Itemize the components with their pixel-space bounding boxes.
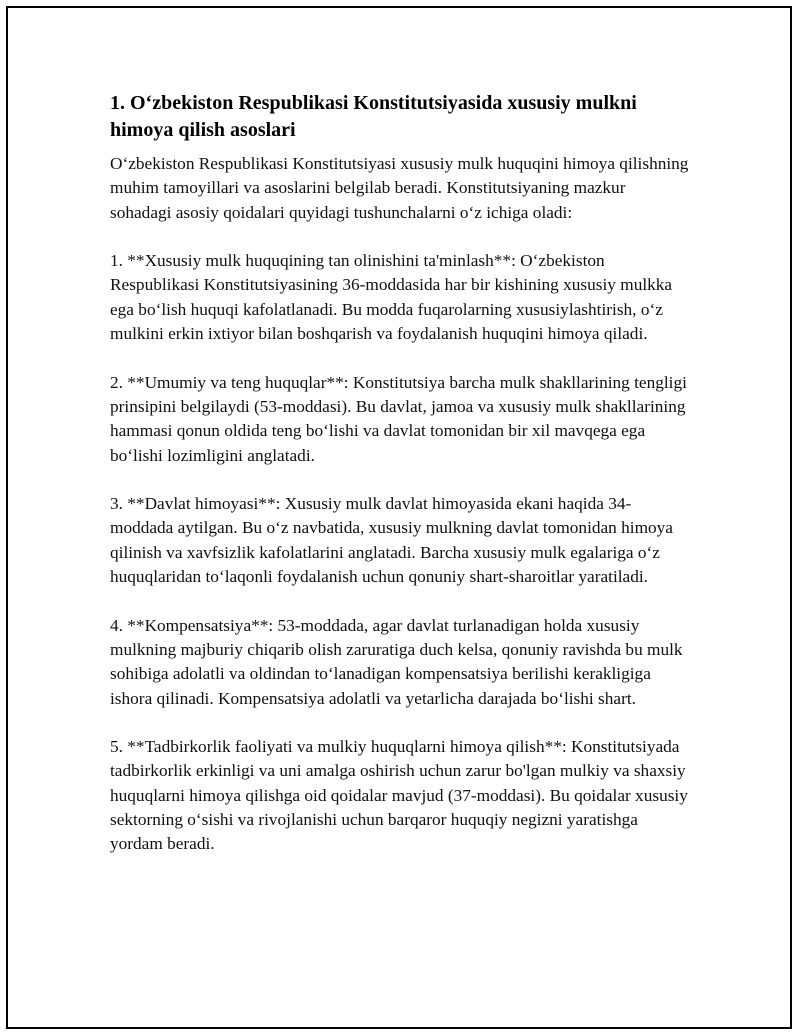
intro-paragraph: O‘zbekiston Respublikasi Konstitutsiyasi xususiy mulk huquqini himoya qilishning muhim tamoyillari va asoslarini belgilab beradi. Konstitutsiyaning mazkur sohadagi asosiy qoidalari quyidagi tushunchalarni o‘z ichiga oladi: (110, 154, 689, 222)
list-item-5: 5. **Tadbirkorlik faoliyati va mulkiy huquqlarni himoya qilish**: Konstitutsiyada tadbirkorlik erkinligi va uni amalga oshirish uchun zarur bo'lgan mulkiy va shaxsiy huquqlarni himoya qilishga oid qoidalar mavjud (37-moddasi). Bu qoidalar xususiy sektorning o‘sishi va rivojlanishi uchun barqaror huquqiy negizni yaratishga yordam beradi. (110, 737, 688, 854)
list-item-1: 1. **Xususiy mulk huquqining tan olinishini ta'minlash**: O‘zbekiston Respublikasi Konstitutsiyasining 36-moddasida har bir kishining xususiy mulkka ega bo‘lish huquqi kafolatlanadi. Bu modda fuqarolarning xususiylashtirish, o‘z mulkini erkin ixtiyor bilan boshqarish va foydalanish huquqini himoya qiladi. (110, 251, 673, 344)
document-body (110, 90, 690, 857)
list-item-2: 2. **Umumiy va teng huquqlar**: Konstitutsiya barcha mulk shakllarining tengligi prinsipini belgilaydi (53-moddasi). Bu davlat, jamoa va xususiy mulk shakllarining hammasi qonun oldida teng bo‘lishi va davlat tomonidan bir xil mavqega ega bo‘lishi lozimligini anglatadi. (110, 372, 687, 465)
list-item-3: 3. **Davlat himoyasi**: Xususiy mulk davlat himoyasida ekani haqida 34-moddada aytilgan. Bu o‘z navbatida, xususiy mulkning davlat tomonidan himoya qilinish va xavfsizlik kafolatlarini anglatadi. Barcha xususiy mulk egalariga o‘z huquqlaridan to‘laqonli foydalanish uchun qonuniy shart-sharoitlar yaratiladi. (110, 494, 673, 587)
list-item-4: 4. **Kompensatsiya**: 53-moddada, agar davlat turlanadigan holda xususiy mulkning majburiy chiqarib olish zaruratiga duch kelsa, qonuniy ravishda bu mulk sohibiga adolatli va oldindan to‘lanadigan kompensatsiya berilishi kerakligiga ishora qilinadi. Kompensatsiya adolatli va yetarlicha darajada bo‘lishi shart. (110, 615, 683, 708)
document-title: 1. O‘zbekiston Respublikasi Konstitutsiyasida xususiy mulkni himoya qilish asoslari (110, 92, 637, 141)
